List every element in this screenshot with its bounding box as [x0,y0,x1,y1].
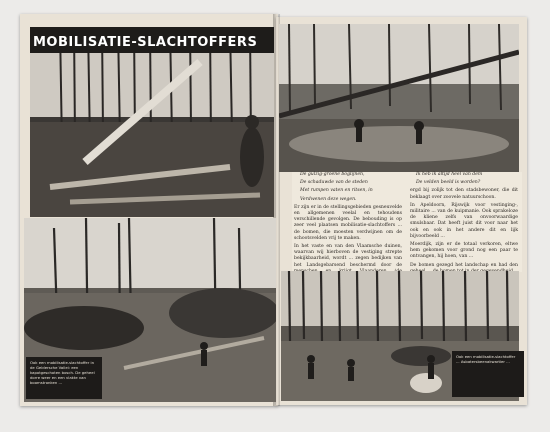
caption-right: Ook een mobilisatie-slachtoffer ... Asbatersbeenakwartier ... [452,351,524,397]
article-text [292,172,522,272]
paragraph: In Apeldoorn, Rijswijk voor vestinging-, militaire ... van de kuipmanie. Ook sprakeloze de kliene zelfs van onvoorwaardige smulsbaar. Dat heeft juist dit voor naar het ook en ook in het andere dit en lijk bijvoorbeeld ... [410,202,518,239]
verse-line: Verdwenen deze wegen. [300,196,357,202]
photo-forest-felled-trees [30,27,274,217]
caption-left: Ook een mobilisatie-slachtoffer in de Geldersche Vallei: een kapotgeschoten bosch. De geheel dorre weer en een vlakte van boomstronken ... [26,357,102,399]
page-title: MOBILISATIE-SLACHTOFFERS [33,35,258,50]
verse-line: De velden beeld is worden? [416,180,481,186]
paragraph: In het vaste en van den Vlaamsche duinen, waarvan wij hierboven de vestiging strepte bekijkbaarheid, wordt ... zegen bedijken van het Landsgebarsend beschermd door de [294,244,402,268]
verse-line: De schaduwde van de steden [300,180,368,186]
verse-line: Ik heb ik altijd heel van dem [416,172,483,177]
paragraph: Moerdijk, zijn er de totaal verkoren, eltwe hem gekomen voor grond nog een paar te ontvangen, hij hoen, van ... [410,242,518,260]
paragraph: Er zijn er in de stellingsgebieden gesneuvelde en allgemenen veelal en tehoudens verschillende gevolgen. De bebouding is op zeer veel plaatsen mobilisatie-slachtoffers ... de bomen, die moesten verdwijnen om de schootsvelden vrij te maken. [294,204,402,241]
verse-line: De gulzig-groene boglijnen, [300,172,365,177]
verse-line: Met rumpen vaten en ritsen, in [300,188,373,194]
paragraph: De bomen gezegd het landschap en had den [410,262,518,268]
paragraph: ergd bij zolijk tot den stadsbewoner, die dit beklaagt over zoovele natuurschoon. [410,188,518,200]
text-column-right [410,172,518,277]
photo-clearing-workers [279,24,519,172]
